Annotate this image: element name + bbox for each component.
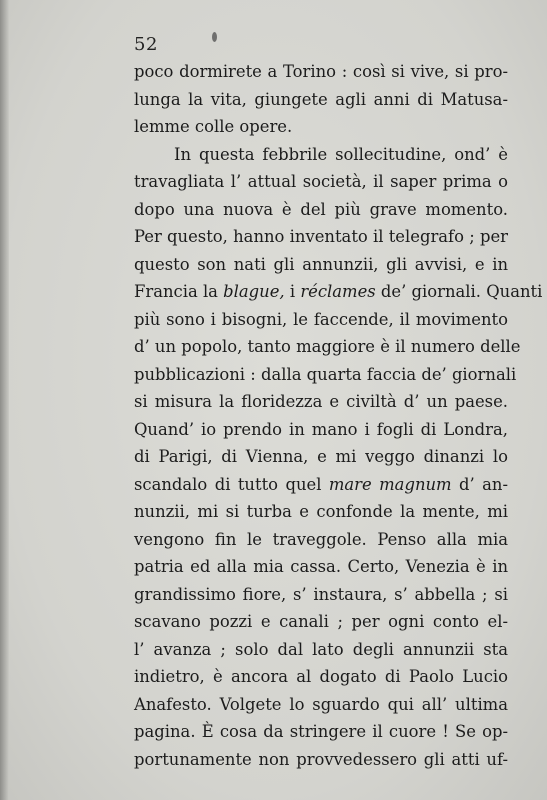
text-span: scandalo di tutto quel [134,474,329,494]
text-line: questo son nati gli annunzii, gli avvisi, e in [134,254,508,274]
text-line: Anafesto. Volgete lo sguardo qui all’ ultima [134,694,508,714]
text-line: di Parigi, di Vienna, e mi veggo dinanzi lo [134,447,508,466]
italic-term: blague, [223,282,285,301]
text-span: i [284,282,301,301]
text-line: vengono fin le traveggole. Penso alla mia [134,529,508,549]
text-line: Quand’ io prendo in mano i fogli di Londra, [134,419,508,439]
text-line: travagliata l’ attual società, il saper prima o [134,172,508,191]
text-line: più sono i bisogni, le faccende, il movimento [134,309,508,329]
text-line: l’ avanza ; solo dal lato degli annunzii sta [134,639,508,659]
text-line: d’ un popolo, tanto maggiore è il numero delle [134,337,521,356]
page-number: 52 [134,34,158,55]
body-text [134,58,543,773]
text-line: pagina. È cosa da stringere il cuore ! Se op- [134,722,508,741]
text-line: poco dormirete a Torino : così si vive, si pro- [134,62,508,81]
italic-term: magnum [379,474,452,494]
text-line: indietro, è ancora al dogato di Paolo Lucio [134,667,508,686]
text-line: portunamente non provvedessero gli atti uf- [134,749,508,769]
text-span: de’ giornali. Quanti [375,282,543,301]
text-line: Per questo, hanno inventato il telegrafo ; per [134,227,508,246]
text-line: lunga la vita, giungete agli anni di Matusa- [134,89,508,109]
page-spine-shadow [0,0,9,800]
ink-blot [212,32,217,42]
text-line: scavano pozzi e canali ; per ogni conto el- [134,612,508,631]
text-line: grandissimo fiore, s’ instaura, s’ abbella ; si [134,584,508,604]
text-span: d’ an- [451,474,509,494]
text-line: In questa febbrile sollecitudine, ond’ è [174,144,508,164]
text-line [134,278,543,306]
text-span: Francia la [134,282,224,301]
italic-term: mare [328,474,372,494]
text-line: lemme colle opere. [134,117,293,136]
text-line [134,471,508,499]
italic-term: réclames [300,282,376,301]
text-line: pubblicazioni : dalla quarta faccia de’ giornali [134,364,517,384]
text-line: dopo una nuova è del più grave momento. [134,199,508,219]
text-line: nunzii, mi si turba e confonde la mente, mi [134,502,508,521]
text-line: patria ed alla mia cassa. Certo, Venezia è in [134,557,508,576]
text-line: si misura la floridezza e civiltà d’ un paese. [134,392,508,411]
